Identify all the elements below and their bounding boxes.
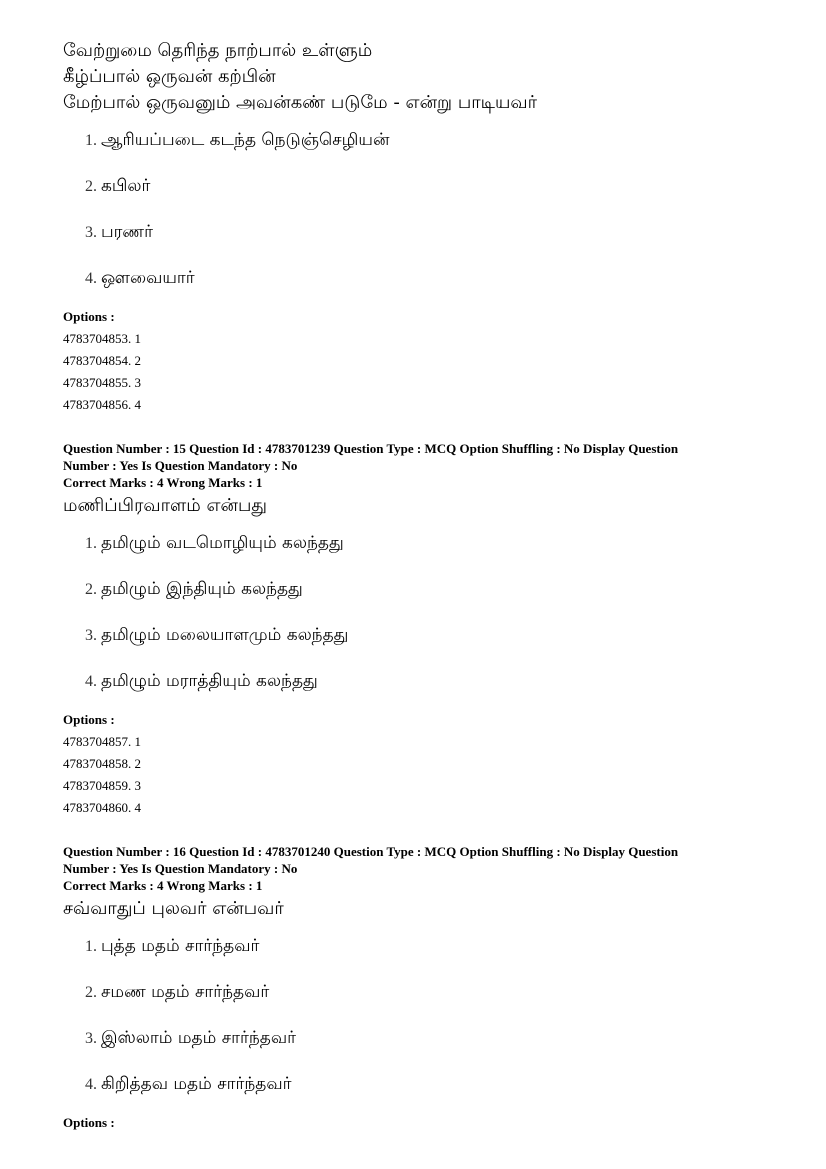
option-number: 2. [85, 178, 97, 195]
option-id: 4783704857. 1 [63, 734, 141, 749]
answer-option [63, 936, 783, 982]
stem-line: கீழ்ப்பால் ஒருவன் கற்பின் [63, 66, 276, 87]
option-id: 4783704854. 2 [63, 353, 141, 368]
option-text: தமிழும் மராத்தியும் கலந்தது [101, 671, 318, 691]
answer-option [63, 625, 783, 671]
question-header [63, 843, 783, 894]
option-id: 4783704858. 2 [63, 756, 141, 771]
option-number: 1. [85, 535, 97, 552]
question-14 [63, 38, 783, 416]
option-id: 4783704855. 3 [63, 375, 141, 390]
answer-option-list [63, 130, 783, 314]
answer-option-list [63, 936, 783, 1120]
question-marks: Correct Marks : 4 Wrong Marks : 1 [63, 878, 263, 893]
option-number: 3. [85, 627, 97, 644]
option-text: ஆரியப்படை கடந்த நெடுஞ்செழியன் [101, 130, 390, 150]
option-number: 4. [85, 673, 97, 690]
option-text: இஸ்லாம் மதம் சார்ந்தவர் [101, 1028, 297, 1048]
options-label: Options : [63, 1115, 115, 1130]
answer-option [63, 222, 783, 268]
option-id: 4783704853. 1 [63, 331, 141, 346]
option-id-list [63, 328, 783, 416]
answer-option [63, 982, 783, 1028]
stem-line: மேற்பால் ஒருவனும் அவன்கண் படுமே - என்று பாடியவர் [63, 92, 538, 113]
question-meta-line: Number : Yes Is Question Mandatory : No [63, 458, 298, 473]
option-id: 4783704860. 4 [63, 800, 141, 815]
option-number: 2. [85, 581, 97, 598]
answer-option [63, 533, 783, 579]
option-number: 3. [85, 1030, 97, 1047]
answer-option [63, 579, 783, 625]
option-text: கபிலர் [101, 176, 151, 196]
answer-option [63, 130, 783, 176]
option-text: தமிழும் மலையாளமும் கலந்தது [101, 625, 349, 645]
option-number: 3. [85, 224, 97, 241]
option-number: 2. [85, 984, 97, 1001]
answer-option [63, 1028, 783, 1074]
question-16 [63, 843, 783, 1131]
option-text: பரணர் [101, 222, 153, 242]
question-15 [63, 440, 783, 819]
question-stem: மணிப்பிரவாளம் என்பது [63, 495, 267, 516]
answer-option [63, 176, 783, 222]
option-text: ஔவையார் [101, 268, 195, 288]
answer-option-list [63, 533, 783, 717]
question-meta-line: Question Number : 16 Question Id : 4783701240 Question Type : MCQ Option Shuffling : No Display Question [63, 844, 679, 859]
option-text: கிறித்தவ மதம் சார்ந்தவர் [101, 1074, 292, 1094]
option-number: 1. [85, 132, 97, 149]
option-number: 4. [85, 1076, 97, 1093]
stem-line: வேற்றுமை தெரிந்த நாற்பால் உள்ளும் [63, 40, 373, 61]
option-number: 4. [85, 270, 97, 287]
options-label: Options : [63, 309, 115, 324]
option-text: தமிழும் வடமொழியும் கலந்தது [101, 533, 344, 553]
option-text: தமிழும் இந்தியும் கலந்தது [101, 579, 303, 599]
option-id: 4783704856. 4 [63, 397, 141, 412]
question-marks: Correct Marks : 4 Wrong Marks : 1 [63, 475, 263, 490]
document-page [63, 36, 783, 1131]
option-text: சமண மதம் சார்ந்தவர் [101, 982, 270, 1002]
question-meta-line: Question Number : 15 Question Id : 4783701239 Question Type : MCQ Option Shuffling : No Display Question [63, 441, 679, 456]
question-header [63, 440, 783, 491]
option-id: 4783704859. 3 [63, 778, 141, 793]
option-text: புத்த மதம் சார்ந்தவர் [101, 936, 260, 956]
options-label: Options : [63, 712, 115, 727]
question-stem: சவ்வாதுப் புலவர் என்பவர் [63, 898, 284, 919]
question-meta-line: Number : Yes Is Question Mandatory : No [63, 861, 298, 876]
option-id-list [63, 731, 783, 819]
option-number: 1. [85, 938, 97, 955]
question-stem [63, 38, 783, 116]
